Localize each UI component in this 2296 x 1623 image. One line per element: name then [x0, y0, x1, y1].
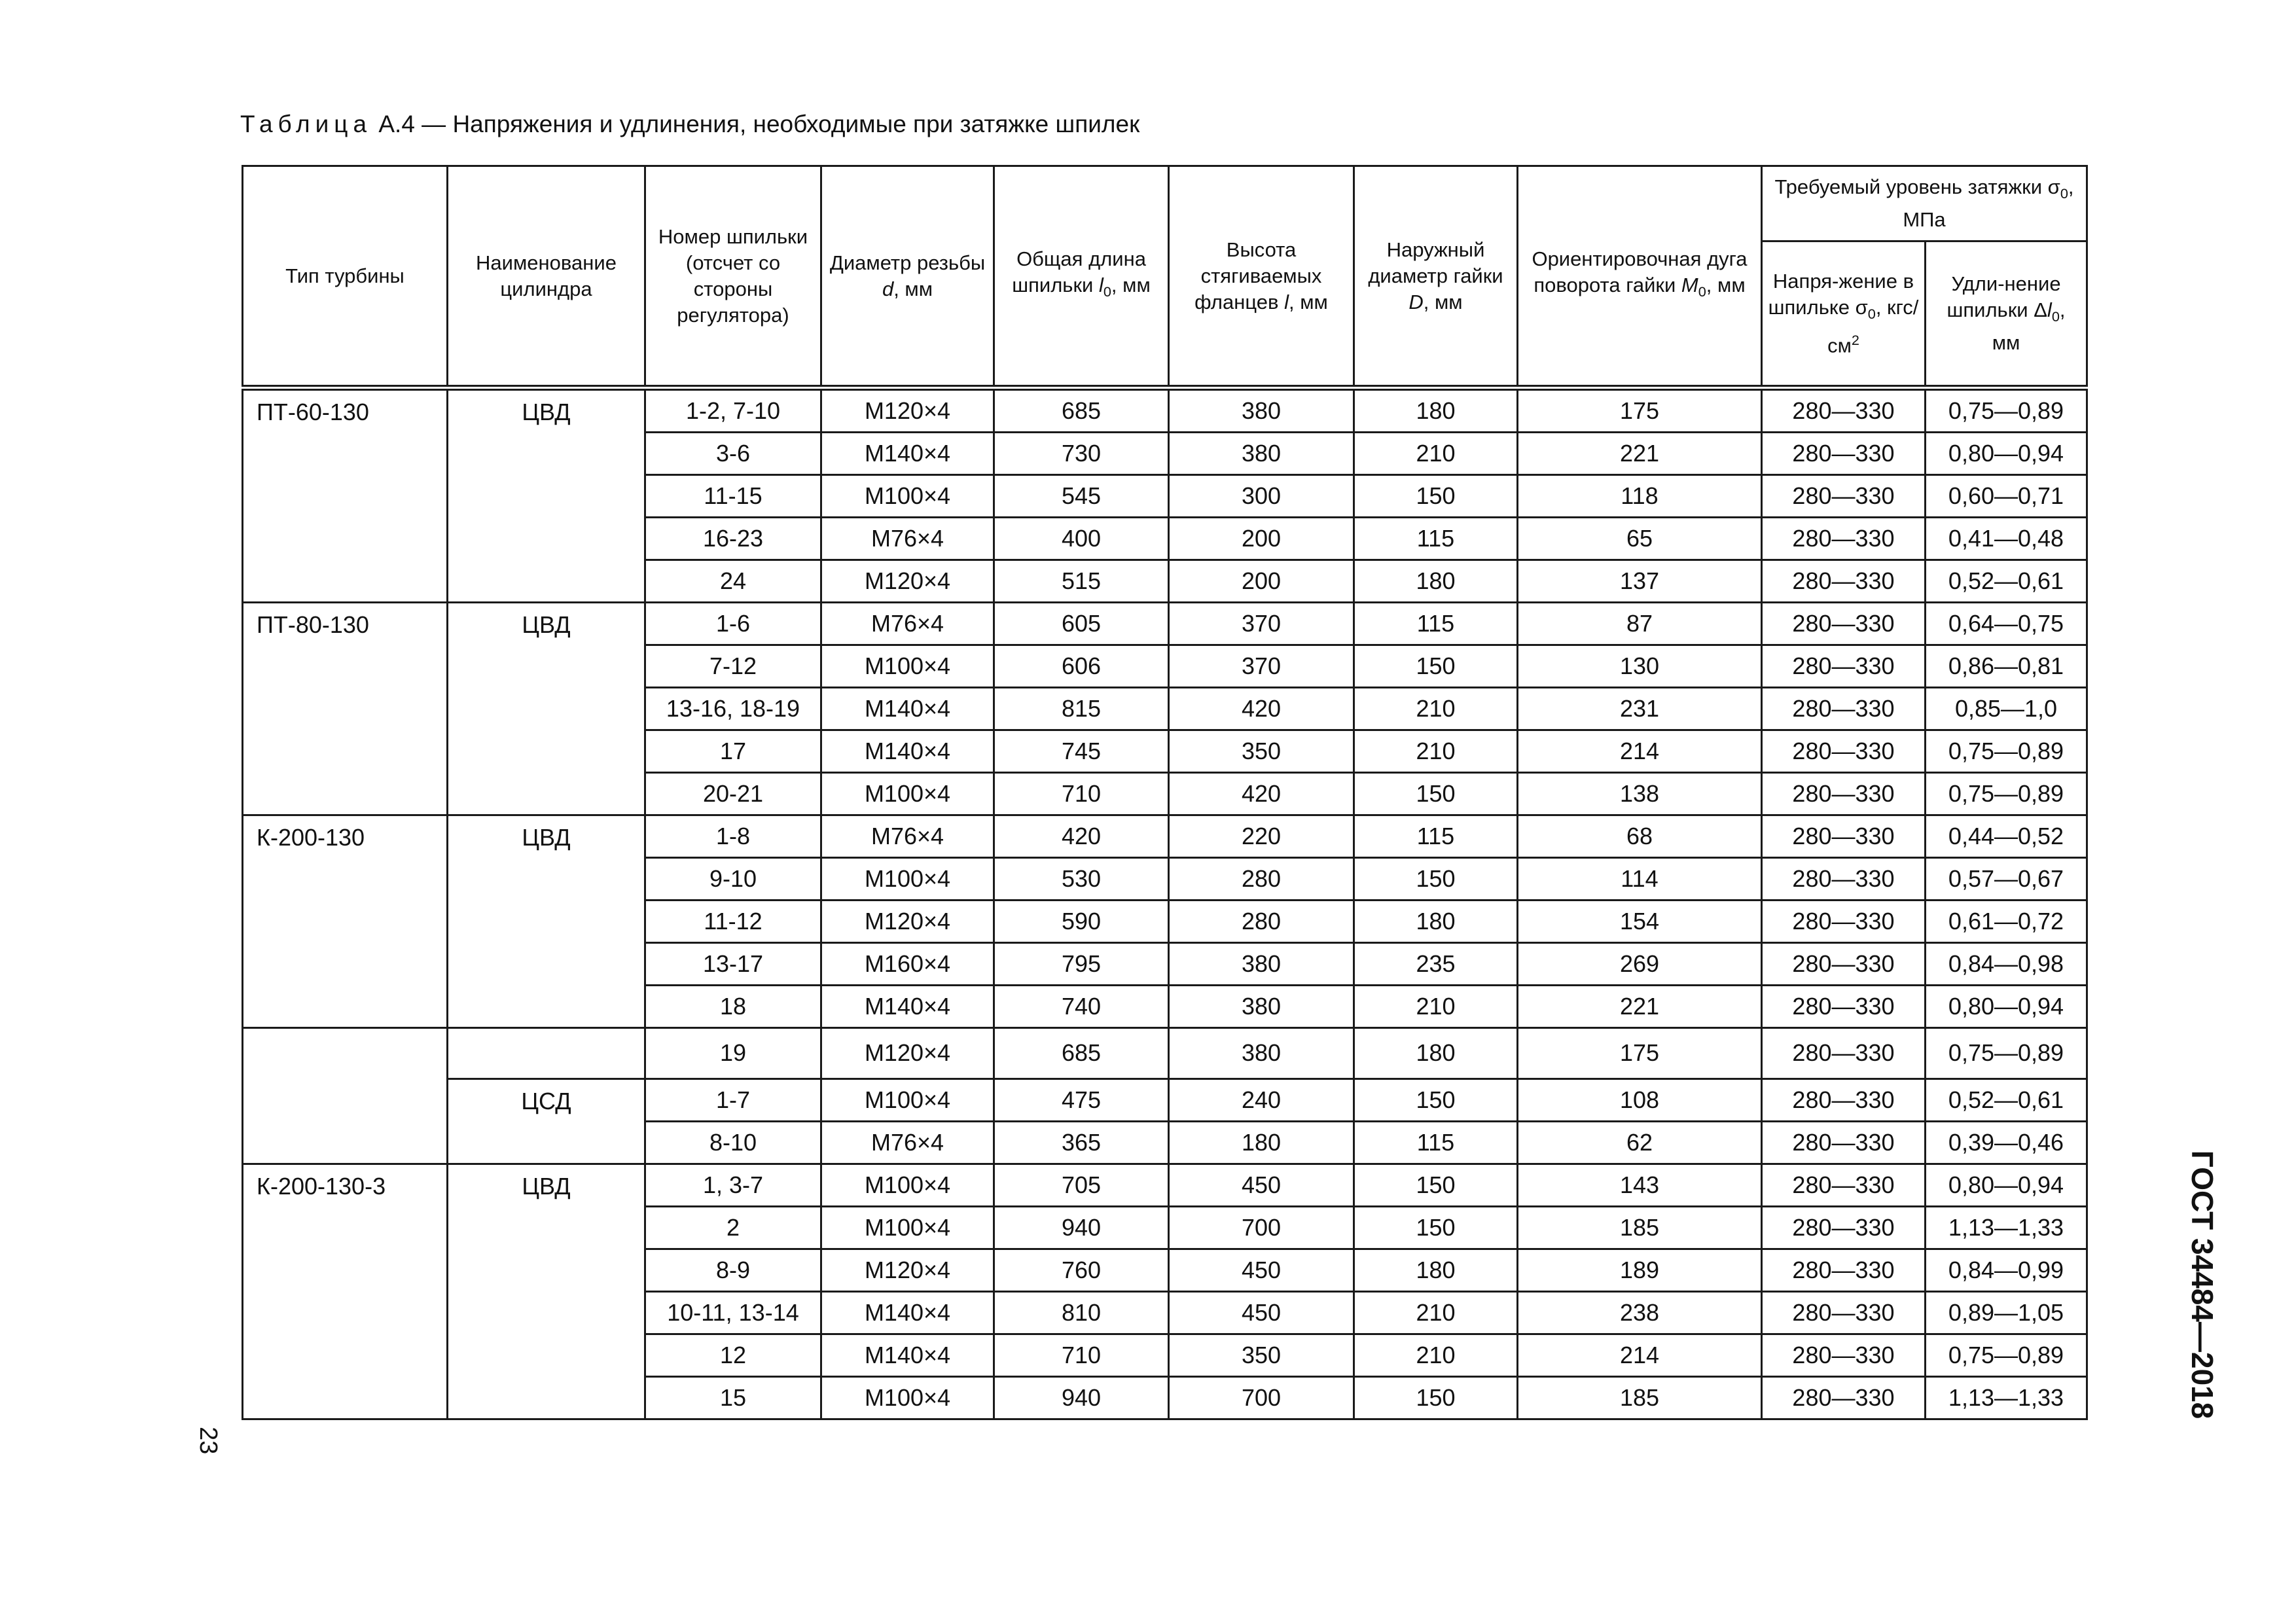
cell-total-length: 705	[994, 1164, 1169, 1206]
cell-turbine-type: К-200-130-3	[243, 1164, 448, 1419]
cell-nut-diameter: 150	[1354, 773, 1518, 815]
cell-thread-diameter: М120×4	[821, 901, 994, 943]
cell-nut-diameter: 150	[1354, 1206, 1518, 1249]
cell-stud-number: 7-12	[645, 645, 821, 688]
cell-stud-number: 11-15	[645, 475, 821, 518]
cell-stress: 280—330	[1762, 858, 1926, 901]
cell-turbine-type: ПТ-60-130	[243, 388, 448, 603]
cell-total-length: 745	[994, 730, 1169, 773]
cell-stud-number: 2	[645, 1206, 821, 1249]
cell-total-length: 685	[994, 388, 1169, 433]
cell-flange-height: 280	[1169, 901, 1354, 943]
cell-elongation: 0,85—1,0	[1926, 688, 2087, 730]
cell-stress: 280—330	[1762, 943, 1926, 986]
cell-stress: 280—330	[1762, 1121, 1926, 1164]
cell-elongation: 0,75—0,89	[1926, 1334, 2087, 1376]
cell-nut-arc: 143	[1518, 1164, 1762, 1206]
cell-total-length: 420	[994, 815, 1169, 858]
cell-nut-diameter: 210	[1354, 1334, 1518, 1376]
cell-nut-diameter: 180	[1354, 901, 1518, 943]
table-caption	[240, 109, 1139, 140]
cell-nut-arc: 175	[1518, 388, 1762, 433]
cell-nut-diameter: 235	[1354, 943, 1518, 986]
cell-stud-number: 8-9	[645, 1249, 821, 1291]
cell-stud-number: 1-6	[645, 603, 821, 645]
cell-flange-height: 240	[1169, 1079, 1354, 1121]
table-row	[243, 1164, 2087, 1206]
cell-nut-diameter: 150	[1354, 645, 1518, 688]
caption-text: А.4 — Напряжения и удлинения, необходимые при затяжке шпилек	[378, 111, 1140, 137]
cell-total-length: 815	[994, 688, 1169, 730]
cell-nut-arc: 108	[1518, 1079, 1762, 1121]
cell-elongation: 0,75—0,89	[1926, 730, 2087, 773]
cell-stress: 280—330	[1762, 1079, 1926, 1121]
cell-nut-arc: 138	[1518, 773, 1762, 815]
standard-code: ГОСТ 34484—2018	[2185, 1150, 2219, 1419]
table-header	[243, 166, 2087, 388]
cell-nut-arc: 238	[1518, 1291, 1762, 1334]
col-nut-diameter: Наружный диаметр гайки D, мм	[1354, 166, 1518, 388]
cell-stress: 280—330	[1762, 388, 1926, 433]
cell-stud-number: 20-21	[645, 773, 821, 815]
cell-elongation: 0,84—0,98	[1926, 943, 2087, 986]
cell-cylinder-name: ЦВД	[448, 603, 645, 815]
cell-total-length: 740	[994, 986, 1169, 1028]
cell-flange-height: 200	[1169, 518, 1354, 560]
cell-thread-diameter: М100×4	[821, 645, 994, 688]
cell-stud-number: 19	[645, 1028, 821, 1079]
table-row	[243, 388, 2087, 433]
cell-flange-height: 380	[1169, 388, 1354, 433]
cell-stress: 280—330	[1762, 645, 1926, 688]
cell-cylinder-name: ЦВД	[448, 815, 645, 1028]
table-row	[243, 1028, 2087, 1079]
cell-elongation: 0,80—0,94	[1926, 433, 2087, 475]
cell-stud-number: 18	[645, 986, 821, 1028]
cell-elongation: 0,75—0,89	[1926, 388, 2087, 433]
cell-nut-diameter: 210	[1354, 688, 1518, 730]
cell-nut-arc: 68	[1518, 815, 1762, 858]
cell-nut-diameter: 210	[1354, 986, 1518, 1028]
cell-nut-diameter: 115	[1354, 815, 1518, 858]
cell-stud-number: 8-10	[645, 1121, 821, 1164]
cell-stud-number: 16-23	[645, 518, 821, 560]
col-stress: Напря-жение в шпильке $\sigma_0$, кгс/$см^2$	[1762, 241, 1926, 388]
cell-flange-height: 350	[1169, 1334, 1354, 1376]
caption-label: Таблица	[240, 111, 372, 137]
cell-elongation: 0,75—0,89	[1926, 773, 2087, 815]
cell-elongation: 0,61—0,72	[1926, 901, 2087, 943]
col-turbine-type: Тип турбины	[243, 166, 448, 388]
cell-total-length: 940	[994, 1206, 1169, 1249]
cell-elongation: 0,60—0,71	[1926, 475, 2087, 518]
cell-stress: 280—330	[1762, 1291, 1926, 1334]
col-total-length: Общая длина шпильки $l_0$, мм	[994, 166, 1169, 388]
cell-flange-height: 450	[1169, 1291, 1354, 1334]
cell-thread-diameter: М120×4	[821, 1249, 994, 1291]
cell-turbine-type	[243, 1028, 448, 1164]
cell-thread-diameter: М120×4	[821, 388, 994, 433]
cell-flange-height: 380	[1169, 1028, 1354, 1079]
cell-turbine-type: ПТ-80-130	[243, 603, 448, 815]
cell-thread-diameter: М76×4	[821, 815, 994, 858]
cell-nut-arc: 114	[1518, 858, 1762, 901]
cell-flange-height: 370	[1169, 603, 1354, 645]
cell-stress: 280—330	[1762, 433, 1926, 475]
table-body	[243, 388, 2087, 1419]
cell-stress: 280—330	[1762, 901, 1926, 943]
cell-thread-diameter: М76×4	[821, 603, 994, 645]
cell-total-length: 606	[994, 645, 1169, 688]
cell-flange-height: 450	[1169, 1164, 1354, 1206]
cell-thread-diameter: М140×4	[821, 986, 994, 1028]
cell-elongation: 0,52—0,61	[1926, 560, 2087, 603]
cell-nut-diameter: 180	[1354, 1028, 1518, 1079]
cell-nut-arc: 130	[1518, 645, 1762, 688]
cell-stress: 280—330	[1762, 1376, 1926, 1419]
cell-stud-number: 13-16, 18-19	[645, 688, 821, 730]
cell-thread-diameter: М120×4	[821, 560, 994, 603]
cell-elongation: 0,44—0,52	[1926, 815, 2087, 858]
cell-flange-height: 220	[1169, 815, 1354, 858]
col-required-level: Требуемый уровень затяжки $\sigma_0$, МПа	[1762, 166, 2087, 241]
cell-stud-number: 12	[645, 1334, 821, 1376]
cell-total-length: 760	[994, 1249, 1169, 1291]
cell-stress: 280—330	[1762, 688, 1926, 730]
cell-nut-arc: 214	[1518, 1334, 1762, 1376]
cell-total-length: 365	[994, 1121, 1169, 1164]
cell-nut-diameter: 150	[1354, 1376, 1518, 1419]
cell-elongation: 0,75—0,89	[1926, 1028, 2087, 1079]
cell-total-length: 730	[994, 433, 1169, 475]
cell-cylinder-name: ЦВД	[448, 388, 645, 603]
cell-cylinder-name: ЦСД	[448, 1079, 645, 1164]
cell-thread-diameter: М100×4	[821, 475, 994, 518]
cell-stud-number: 13-17	[645, 943, 821, 986]
cell-nut-diameter: 150	[1354, 1164, 1518, 1206]
cell-elongation: 0,64—0,75	[1926, 603, 2087, 645]
cell-nut-arc: 62	[1518, 1121, 1762, 1164]
cell-nut-diameter: 150	[1354, 475, 1518, 518]
cell-stud-number: 1, 3-7	[645, 1164, 821, 1206]
cell-total-length: 605	[994, 603, 1169, 645]
cell-thread-diameter: М140×4	[821, 1291, 994, 1334]
cell-thread-diameter: М100×4	[821, 773, 994, 815]
cell-stud-number: 1-8	[645, 815, 821, 858]
cell-stress: 280—330	[1762, 815, 1926, 858]
cell-elongation: 0,84—0,99	[1926, 1249, 2087, 1291]
cell-total-length: 940	[994, 1376, 1169, 1419]
cell-total-length: 475	[994, 1079, 1169, 1121]
page-number: 23	[194, 1427, 222, 1455]
cell-nut-diameter: 210	[1354, 1291, 1518, 1334]
cell-nut-diameter: 180	[1354, 388, 1518, 433]
cell-stud-number: 10-11, 13-14	[645, 1291, 821, 1334]
cell-cylinder-name: ЦВД	[448, 1164, 645, 1419]
cell-stress: 280—330	[1762, 773, 1926, 815]
cell-elongation: 0,52—0,61	[1926, 1079, 2087, 1121]
cell-elongation: 0,86—0,81	[1926, 645, 2087, 688]
cell-elongation: 1,13—1,33	[1926, 1376, 2087, 1419]
cell-total-length: 530	[994, 858, 1169, 901]
cell-flange-height: 380	[1169, 986, 1354, 1028]
cell-nut-arc: 189	[1518, 1249, 1762, 1291]
cell-stress: 280—330	[1762, 1164, 1926, 1206]
cell-flange-height: 200	[1169, 560, 1354, 603]
cell-flange-height: 380	[1169, 943, 1354, 986]
cell-thread-diameter: М100×4	[821, 1376, 994, 1419]
cell-nut-arc: 221	[1518, 986, 1762, 1028]
table-row	[243, 603, 2087, 645]
cell-elongation: 0,41—0,48	[1926, 518, 2087, 560]
cell-thread-diameter: М76×4	[821, 1121, 994, 1164]
col-cylinder-name: Наименование цилиндра	[448, 166, 645, 388]
cell-flange-height: 420	[1169, 688, 1354, 730]
cell-stud-number: 1-7	[645, 1079, 821, 1121]
cell-thread-diameter: М140×4	[821, 730, 994, 773]
cell-total-length: 400	[994, 518, 1169, 560]
cell-nut-arc: 185	[1518, 1206, 1762, 1249]
cell-flange-height: 380	[1169, 433, 1354, 475]
cell-nut-arc: 269	[1518, 943, 1762, 986]
cell-thread-diameter: М140×4	[821, 688, 994, 730]
cell-nut-arc: 221	[1518, 433, 1762, 475]
cell-stud-number: 3-6	[645, 433, 821, 475]
cell-thread-diameter: М100×4	[821, 858, 994, 901]
cell-elongation: 0,39—0,46	[1926, 1121, 2087, 1164]
table-row	[243, 815, 2087, 858]
cell-stud-number: 1-2, 7-10	[645, 388, 821, 433]
cell-stress: 280—330	[1762, 475, 1926, 518]
cell-nut-diameter: 150	[1354, 858, 1518, 901]
cell-nut-arc: 65	[1518, 518, 1762, 560]
cell-total-length: 545	[994, 475, 1169, 518]
cell-stress: 280—330	[1762, 603, 1926, 645]
cell-elongation: 0,89—1,05	[1926, 1291, 2087, 1334]
cell-nut-diameter: 210	[1354, 730, 1518, 773]
table-row	[243, 1079, 2087, 1121]
cell-nut-arc: 185	[1518, 1376, 1762, 1419]
cell-thread-diameter: М160×4	[821, 943, 994, 986]
cell-total-length: 710	[994, 1334, 1169, 1376]
cell-stud-number: 15	[645, 1376, 821, 1419]
cell-stress: 280—330	[1762, 1206, 1926, 1249]
cell-nut-diameter: 115	[1354, 603, 1518, 645]
col-elongation: Удли-нение шпильки $\Delta l_0$, мм	[1926, 241, 2087, 388]
cell-flange-height: 450	[1169, 1249, 1354, 1291]
cell-elongation: 1,13—1,33	[1926, 1206, 2087, 1249]
cell-nut-diameter: 180	[1354, 560, 1518, 603]
cell-thread-diameter: М100×4	[821, 1079, 994, 1121]
cell-total-length: 710	[994, 773, 1169, 815]
cell-nut-arc: 118	[1518, 475, 1762, 518]
cell-total-length: 590	[994, 901, 1169, 943]
cell-elongation: 0,80—0,94	[1926, 1164, 2087, 1206]
cell-cylinder-name	[448, 1028, 645, 1079]
cell-turbine-type: К-200-130	[243, 815, 448, 1028]
cell-flange-height: 180	[1169, 1121, 1354, 1164]
cell-nut-arc: 214	[1518, 730, 1762, 773]
cell-total-length: 810	[994, 1291, 1169, 1334]
cell-thread-diameter: М100×4	[821, 1206, 994, 1249]
cell-thread-diameter: М140×4	[821, 1334, 994, 1376]
cell-nut-arc: 87	[1518, 603, 1762, 645]
cell-flange-height: 300	[1169, 475, 1354, 518]
data-table	[242, 165, 2088, 1420]
cell-stud-number: 17	[645, 730, 821, 773]
cell-flange-height: 700	[1169, 1376, 1354, 1419]
cell-stud-number: 24	[645, 560, 821, 603]
cell-thread-diameter: М120×4	[821, 1028, 994, 1079]
cell-stress: 280—330	[1762, 730, 1926, 773]
cell-elongation: 0,80—0,94	[1926, 986, 2087, 1028]
cell-elongation: 0,57—0,67	[1926, 858, 2087, 901]
cell-flange-height: 280	[1169, 858, 1354, 901]
cell-stress: 280—330	[1762, 518, 1926, 560]
cell-stud-number: 11-12	[645, 901, 821, 943]
cell-nut-arc: 175	[1518, 1028, 1762, 1079]
cell-thread-diameter: М76×4	[821, 518, 994, 560]
cell-nut-arc: 231	[1518, 688, 1762, 730]
cell-nut-arc: 137	[1518, 560, 1762, 603]
cell-total-length: 685	[994, 1028, 1169, 1079]
cell-flange-height: 700	[1169, 1206, 1354, 1249]
col-thread-diameter: Диаметр резьбы d, мм	[821, 166, 994, 388]
cell-stress: 280—330	[1762, 1028, 1926, 1079]
cell-nut-diameter: 180	[1354, 1249, 1518, 1291]
cell-nut-diameter: 115	[1354, 518, 1518, 560]
col-stud-number: Номер шпильки (отсчет со стороны регулятора)	[645, 166, 821, 388]
col-flange-height: Высота стягиваемых фланцев l, мм	[1169, 166, 1354, 388]
cell-nut-diameter: 115	[1354, 1121, 1518, 1164]
col-nut-arc: Ориентировочная дуга поворота гайки $M_0$, мм	[1518, 166, 1762, 388]
cell-flange-height: 370	[1169, 645, 1354, 688]
cell-stress: 280—330	[1762, 1334, 1926, 1376]
cell-stress: 280—330	[1762, 560, 1926, 603]
cell-flange-height: 350	[1169, 730, 1354, 773]
cell-stud-number: 9-10	[645, 858, 821, 901]
cell-stress: 280—330	[1762, 1249, 1926, 1291]
cell-thread-diameter: М140×4	[821, 433, 994, 475]
cell-nut-diameter: 210	[1354, 433, 1518, 475]
cell-total-length: 795	[994, 943, 1169, 986]
cell-total-length: 515	[994, 560, 1169, 603]
cell-thread-diameter: М100×4	[821, 1164, 994, 1206]
cell-stress: 280—330	[1762, 986, 1926, 1028]
cell-flange-height: 420	[1169, 773, 1354, 815]
cell-nut-diameter: 150	[1354, 1079, 1518, 1121]
cell-nut-arc: 154	[1518, 901, 1762, 943]
